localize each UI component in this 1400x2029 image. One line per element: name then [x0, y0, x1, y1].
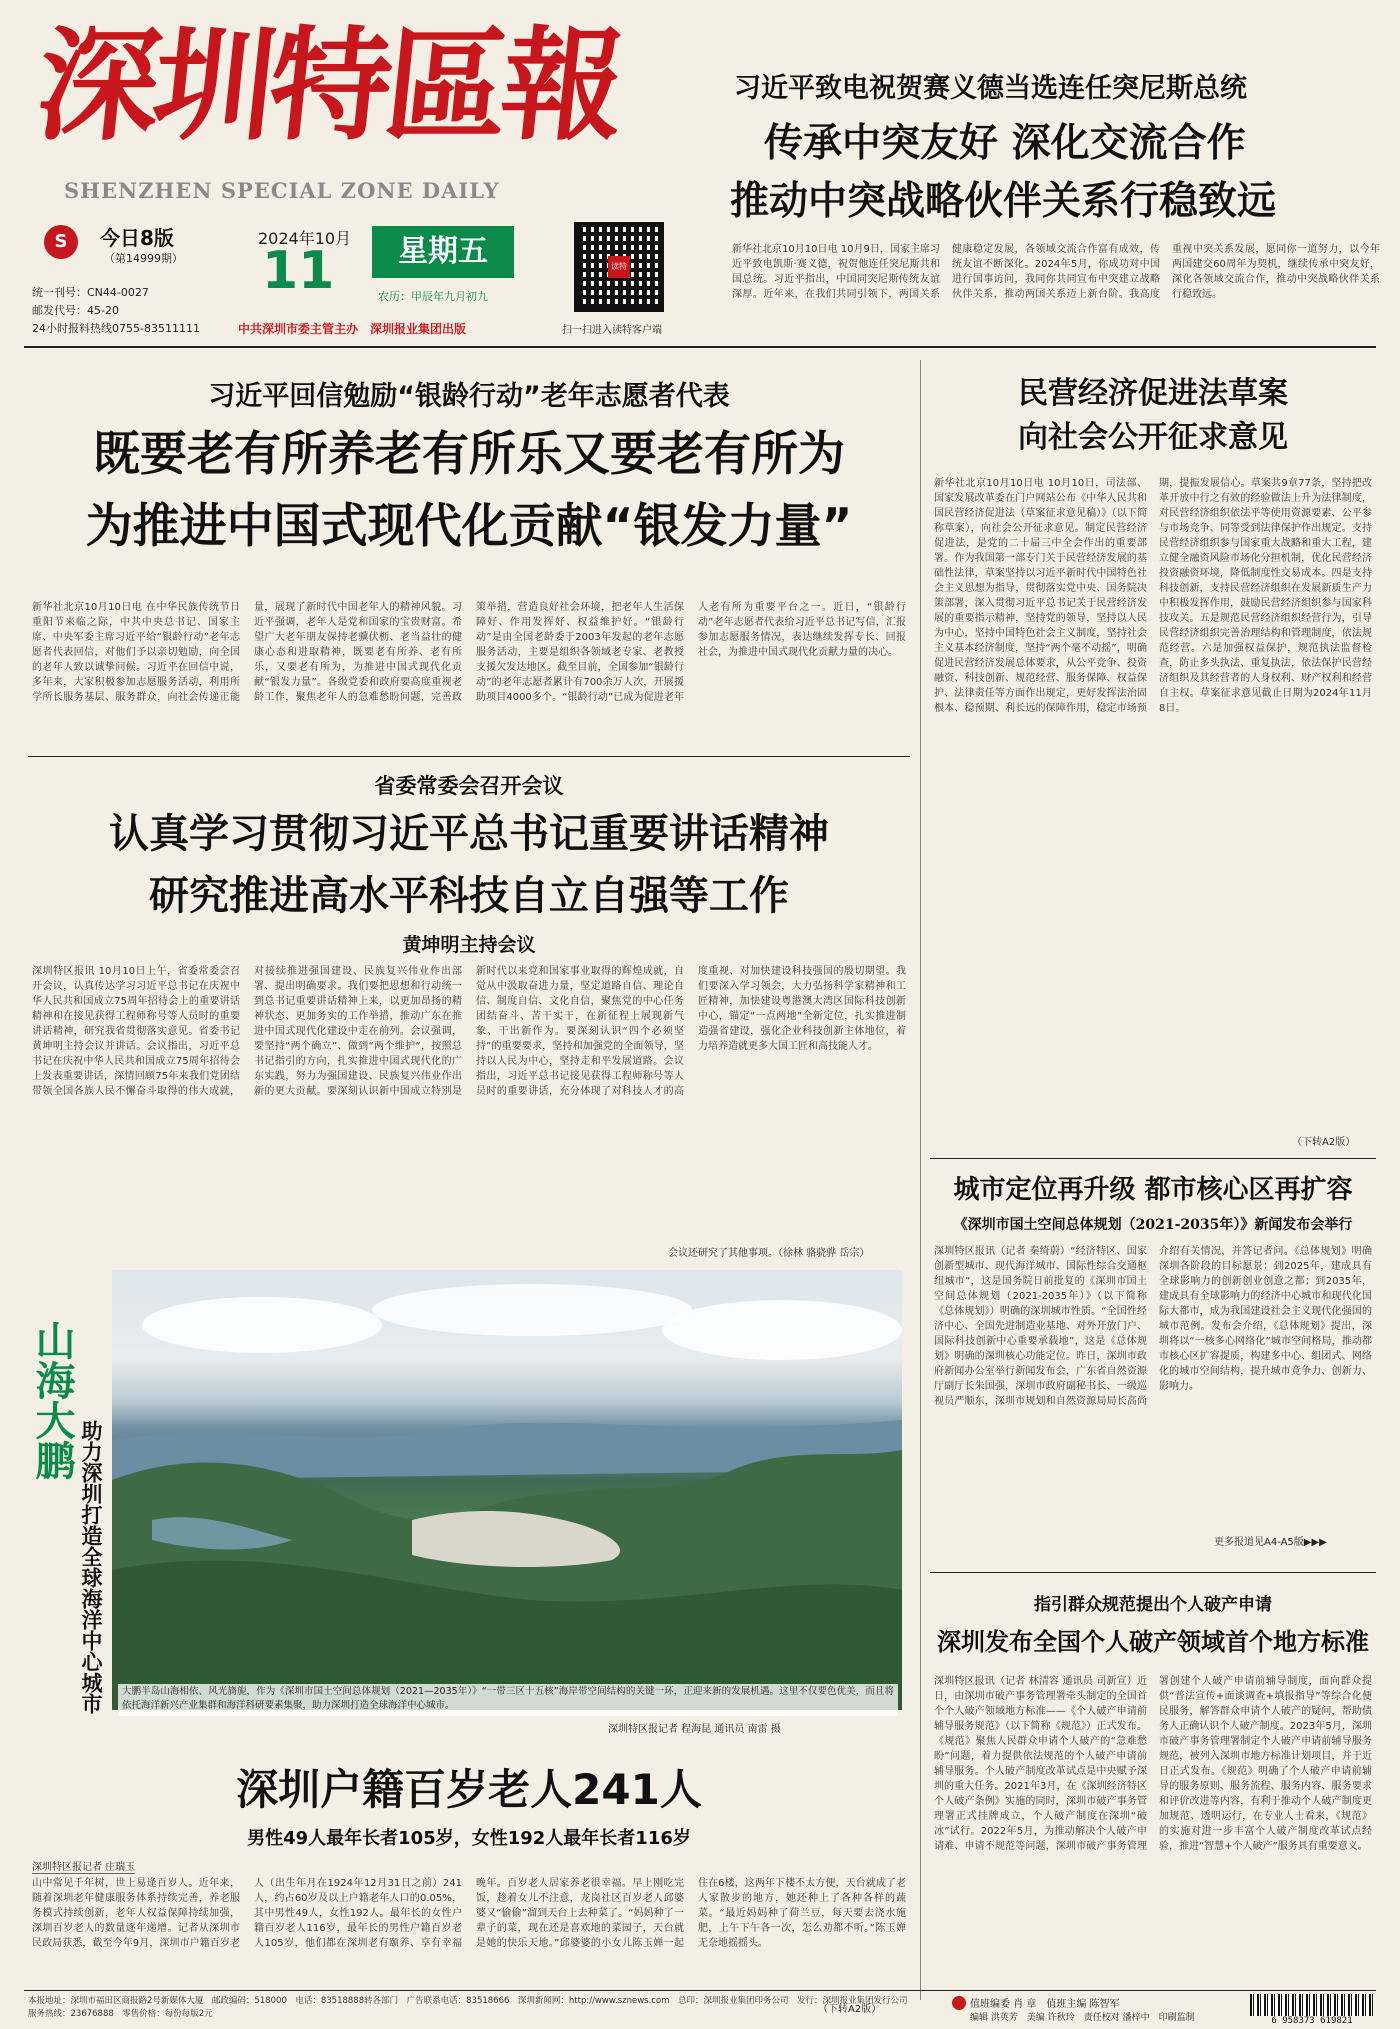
footer-address: 本报地址：深圳市福田区商报路2号新媒体大厦 邮政编码：518000 电话：83518888转各部门 广告联系电话：83518666 深圳新闻网：http://www.sznews.com 总印：深圳报业集团印务公司 发行：深圳报业集团发行公司服务热线：23676888 零售价格：每份每版2元 — [28, 1996, 908, 2019]
story1-kicker: 习近平回信勉励“银龄行动”老年志愿者代表 — [208, 381, 730, 412]
lead-top-body: 新华社北京10月10日电 10月9日，国家主席习近平致电凯斯·赛义德，祝贺他连任突尼斯共和国总统。习近平指出，中国同突尼斯传统友谊深厚。近年来，在我们共同引领下，两国关系健康稳定发展，各领域交流合作富有成效，传统友谊不断深化。2024年5月，你成功对中国进行国事访问，我同你共同宣布中突建立战略伙伴关系，推动两国关系迈上新台阶。我高度重视中突关系发展，愿同你一道努力，以今年两国建交60周年为契机，继续传承中突友好，深化各领域交流合作，推动中突战略伙伴关系行稳致远。 — [732, 244, 1380, 300]
story1-headline-2: 为推进中国式现代化贡献“银发力量” — [85, 499, 853, 554]
date-day: 11 — [262, 241, 335, 301]
story3-subtitle: 男性49人最年长者105岁，女性192人最年长者116岁 — [247, 1828, 691, 1849]
story2-kicker: 省委常委会召开会议 — [374, 774, 564, 798]
publication-code: 统一刊号：CN44-0027 — [32, 286, 149, 299]
story1-headline-1: 既要老有所养老有所乐又要老有所为 — [93, 427, 845, 482]
story3-body: 山中常见千年树，世上易逢百岁人。近年来，随着深圳老年健康服务体系持续完善，养老服务模式持续创新，老年人权益保障持续加强，深圳百岁老人的数量逐年递增。记者从深圳市民政局获悉，截至今年9月，深圳市户籍百岁老人（出生年月在1924年12月31日之前）241人，约占60岁及以上户籍老年人口的0.05%，其中男性49人，女性192人。最年长的女性户籍百岁老人116岁，最年长的男性户籍百岁老人105岁，他们都在深圳老有颐养、享有幸福晚年。百岁老人居家养老很幸福。早上刚吃完饭，趁着女儿不注意，龙岗社区百岁老人邱婆婆又“偷偷”溜到天台上去种菜了。“妈妈种了一辈子的菜，现在还是喜欢地的菜园子，天台就是她的快乐天地。”邱婆婆的小女儿陈玉婵一起住在6楼，这两年下楼不太方便，天台就成了老人家散步的地方，她还种上了各种各样的蔬菜。“最近妈妈种了荷兰豆，每天要去浇水施肥，上午下午各一次，怎么劝都不听。”陈玉婵无奈地摇摇头。 — [32, 1878, 906, 1949]
photo-subtitle-vertical — [76, 1420, 108, 1714]
weekday: 星期五 — [398, 234, 488, 269]
story2-body: 深圳特区报讯 10月10日上午，省委常委会召开会议，认真传达学习习近平总书记在庆祝中华人民共和国成立75周年招待会上的重要讲话精神和在接见获得工程师称号等人员时的重要讲话精神，研究我省贯彻落实意见。省委书记黄坤明主持会议并讲话。会议指出，习近平总书记在庆祝中华人民共和国成立75周年招待会上发表重要讲话，深情回顾75年来我们党团结带领全国各族人民不懈奋斗取得的伟大成就，对接续推进强国建设、民族复兴伟业作出部署、提出明确要求。我们要把思想和行动统一到总书记重要讲话精神上来，以更加昂扬的精神状态、更加务实的工作举措，推动广东在推进中国式现代化建设中走在前列。会议强调，要坚持“两个确立”、做到“两个维护”，按照总书记指引的方向，扎实推进中国式现代化的广东实践，努力为强国建设、民族复兴伟业作出新的更大贡献。要深刻认识新中国成立特别是新时代以来党和国家事业取得的辉煌成就，自觉从中汲取奋进力量，坚定道路自信、理论自信、制度自信、文化自信，聚焦党的中心任务团结奋斗、苦干实干，在新征程上展现新气象、干出新作为。要深刻认识“四个必须坚持”的重要要求，坚持和加强党的全面领导，坚持以人民为中心，坚持走和平发展道路。会议指出，习近平总书记接见获得工程师称号等人员时的重要讲话，充分体现了对科技人才的高度重视、对加快建设科技强国的殷切期望。我们要深入学习领会，大力弘扬科学家精神和工匠精神，加快建设粤港澳大湾区国际科技创新中心，锚定“一点两地”全新定位，扎实推进制造强省建设，强化企业科技创新主体地位，着力培养造就更多大国工匠和高技能人才。 — [32, 966, 906, 1097]
story2-byline: 会议还研究了其他事项。（徐林 骆骁骅 岳宗） — [668, 1248, 870, 1259]
photo-credit: 深圳特区报记者 程海昆 通讯员 南雷 摄 — [608, 1724, 781, 1735]
dapeng-aerial-photo — [112, 1270, 902, 1710]
footer-rule — [24, 1990, 1376, 1991]
photo-caption: 大鹏半岛山海相依、风光旖旎，作为《深圳市国土空间总体规划（2021—2035年）》“一带三区十五核”海岸带空间结构的关键一环，正迎来新的发展机遇。这里不仅要色优美，而且将依托海洋新兴产业集群和海洋科研要素集聚，助力深圳打造全球海洋中心城市。 — [118, 1684, 898, 1716]
lead-top-headline-1: 传承中突友好 深化交流合作 — [764, 121, 1246, 166]
right1-body: 新华社北京10月10日电 10月10日，司法部、国家发展改革委在门户网站公布《中华人民共和国民营经济促进法（草案征求意见稿）》（以下简称草案），向社会公开征求意见。制定民营经济促进法，是党的二十届三中全会作出的重要部署。作为我国第一部专门关于民营经济发展的基础性法律，草案坚持以习近平新时代中国特色社会主义思想为指导，贯彻落实党中央、国务院决策部署，深入贯彻习近平总书记关于民营经济发展的重要指示精神，坚持党的领导，坚持以人民为中心，坚持中国特色社会主义制度，坚持社会主义基本经济制度，坚持“两个毫不动摇”，明确促进民营经济发展总体要求，从公平竞争、投资融资、科技创新、规范经营、服务保障、权益保护、法律责任等方面作出规定，更好发挥法治固根本、稳预期、利长远的保障作用，稳定市场预期，提振发展信心。草案共9章77条，坚持把改革开放中行之有效的经验做法上升为法律制度，对民营经济组织依法平等使用资源要素、公平参与市场竞争、同等受到法律保护作出规定。支持民营经济组织参与国家重大战略和重大工程，建立健全融资风险市场化分担机制，优化民营经济投资融资环境，降低制度性交易成本。四是支持科技创新，支持民营经济组织在发展新质生产力中积极发挥作用，鼓励民营经济组织参与国家科技攻关。五是规范民营经济组织经营行为，引导民营经济组织完善治理结构和管理制度，依法规范经营。六是加强权益保护，规范执法监督检查，防止多头执法、重复执法，依法保护民营经济组织及其经营者的人身权利、财产权利和经营自主权。草案征求意见截止日期为2024年11月8日。 — [934, 478, 1372, 714]
story2-headline-2: 研究推进高水平科技自立自强等工作 — [149, 873, 789, 919]
right3-kicker: 指引群众规范提出个人破产申请 — [1034, 1595, 1272, 1615]
story-centenarians — [28, 1760, 910, 2015]
today-pages: 今日8版 — [100, 226, 174, 250]
right1-headline-1: 民营经济促进法草案 — [1018, 376, 1288, 411]
lunar-date: 农历：甲辰年九月初九 — [378, 290, 488, 303]
footer-editors-icon — [952, 1996, 966, 2010]
story-silver-action — [28, 360, 910, 735]
issue-number: （第14999期） — [104, 252, 183, 265]
right2-body: 深圳特区报讯（记者 秦绮蔚）“经济特区、国家创新型城市、现代海洋城市、国际性综合交通枢纽城市”，这是国务院日前批复的《深圳市国土空间总体规划（2021-2035年）》（以下简称《总体规划》）明确的深圳城市性质。“全国性经济中心、全国先进制造业基地、对外开放门户、国际科技创新中心重要承载地”，这是《总体规划》明确的深圳核心功能定位。昨日，深圳市政府新闻办公室举行新闻发布会，广东省自然资源厅副厅长朱国强，深圳市政府副秘书长、一级巡视员严顺东，深圳市规划和自然资源局局长高尚介绍有关情况，并答记者问。《总体规划》明确深圳各阶段的目标愿景：到2025年，建成具有全球影响力的创新创业创意之都；到2035年，建成具有全球影响力的经济中心城市和现代化国际大都市，成为我国建设社会主义现代化强国的城市范例。发布会介绍，《总体规划》提出，深圳将以“一核多心网络化”城市空间格局，推动都市核心区扩容提质，构建多中心、组团式、网络化的城市空间结构，提升城市竞争力、创新力、影响力。 — [934, 1246, 1372, 1407]
qr-caption: 扫一扫进入读特客户端 — [562, 325, 662, 336]
photo-subtitle: 助力深圳打造全球海洋中心城市 — [79, 1420, 103, 1714]
story3-byline: 深圳特区报记者 庄瑞玉 — [32, 1858, 135, 1874]
footer-editors-2: 编辑 洪英芳 美编 许秋玲 责任校对 潘梓中 印刷监制 — [970, 2013, 1195, 2023]
story1-rule — [28, 756, 910, 757]
photo-block — [28, 1270, 910, 1755]
masthead-rule — [24, 346, 1376, 348]
masthead-title: 深圳特區報 — [30, 13, 626, 157]
story2-subtitle: 黄坤明主持会议 — [402, 934, 536, 956]
date-year-month: 2024年10月 — [258, 229, 352, 248]
publisher-line: 中共深圳市委主管主办 深圳报业集团出版 — [238, 322, 467, 336]
masthead-title-en: SHENZHEN SPECIAL ZONE DAILY — [64, 178, 500, 203]
postal-code: 邮发代号：45-20 — [32, 304, 119, 317]
qr-code-icon[interactable] — [574, 222, 664, 312]
photo-title: 山海大鹏 — [29, 1320, 76, 1480]
story-personal-bankruptcy — [930, 1578, 1376, 1988]
right3-body: 深圳特区报讯（记者 林清容 通讯员 司新宣）近日，由深圳市破产事务管理署牵头制定的全国首个个人破产领域地方标准——《个人破产申请前辅导服务规范》（以下简称《规范》）正式发布。《规范》聚焦人民群众申请个人破产的“急难愁盼”问题，着力提供依法规范的个人破产申请前辅导服务。个人破产制度改革试点是中央赋予深圳的重大任务。2021年3月，在《深圳经济特区个人破产条例》实施的同时，深圳市破产事务管理署正式挂牌成立，个人破产制度在深圳“破冰”试行。2022年5月，为推动解决个人破产申请难、申请不规范等问题，深圳市破产事务管理署创建个人破产申请前辅导制度，面向群众提供“普法宣传+面谈调查+填报指导”等综合化便民服务，解答群众申请个人破产的疑问，帮助债务人正确认识个人破产制度。2023年5月，深圳市破产事务管理署制定个人破产申请前辅导服务规范，被列入深圳市地方标准计划项目，并于近日正式发布。《规范》明确了个人破产申请前辅导的服务原则、服务流程、服务内容、服务要求和评价改进等内容，有利于推动个人破产制度更加规范、透明运行，在专业人士看来，《规范》的实施对进一步丰富个人破产制度改革试点经验，推进“智慧+个人破产”服务具有重要意义。 — [934, 1676, 1372, 1852]
right2-headline-1: 城市定位再升级 都市核心区再扩容 — [953, 1175, 1353, 1205]
lead-top-kicker: 习近平致电祝贺赛义德当选连任突尼斯总统 — [734, 73, 1247, 104]
barcode-icon — [1250, 1994, 1374, 2016]
edition-logo-icon: S — [44, 225, 78, 259]
masthead — [0, 0, 1400, 345]
photo-title-vertical — [28, 1320, 76, 1480]
lead-top-headline-2: 推动中突战略伙伴关系行稳致远 — [730, 179, 1277, 224]
story-provincial-meeting — [28, 760, 910, 1265]
right-column-divider — [920, 360, 921, 2000]
right2-headline-2: 《深圳市国土空间总体规划（2021-2035年）》新闻发布会举行 — [953, 1217, 1353, 1233]
right2-more: 更多报道见A4-A5版▶▶▶ — [1214, 1537, 1327, 1548]
story-private-economy-law — [930, 360, 1376, 1155]
photo-illustration — [112, 1270, 902, 1710]
barcode-number: 6 958373 619821 — [1271, 2016, 1353, 2026]
story3-more: （下转A2版） — [818, 2004, 882, 2015]
news-hotline: 24小时报料热线0755-83511111 — [32, 322, 200, 335]
qr-label: 读特 — [608, 256, 630, 278]
right1-headline-2: 向社会公开征求意见 — [1018, 420, 1288, 455]
story2-headline-1: 认真学习贯彻习近平总书记重要讲话精神 — [109, 811, 829, 857]
footer-editors: 值班编委 肖 章 值班主编 陈智军 — [970, 1999, 1120, 2010]
story1-body: 新华社北京10月10日电 在中华民族传统节日重阳节来临之际，中共中央总书记、国家主席、中央军委主席习近平给“银龄行动”老年志愿者代表回信，对他们予以亲切勉励，向全国的老年人致以诚挚问候。习近平在回信中说，多年来，大家积极参加志愿服务活动，利用所学所长服务基层、服务群众，向社会传递正能量，展现了新时代中国老年人的精神风貌。习近平强调，老年人是党和国家的宝贵财富。希望广大老年朋友保持老骥伏枥、老当益壮的健康心态和进取精神，既要老有所养、老有所乐，又要老有所为，为推进中国式现代化贡献“银发力量”。各级党委和政府要高度重视老龄工作，聚焦老年人的急难愁盼问题，完善政策举措，营造良好社会环境，把老年人生活保障好、作用发挥好、权益维护好。“银龄行动”是由全国老龄委于2003年发起的老年志愿服务活动，主要是组织各领域老专家、老教授支援欠发达地区。截至目前，全国参加“银龄行动”的老年志愿者累计有700余万人次，开展援助项目4000多个。“银龄行动”已成为促进老年人老有所为重要平台之一。近日，“银龄行动”老年志愿者代表给习近平总书记写信，汇报参加志愿服务情况，表达继续发挥专长、回报社会，为推进中国式现代化贡献力量的决心。 — [32, 602, 906, 703]
right1-more: （下转A2版） — [1292, 1137, 1356, 1148]
right1-rule — [930, 1158, 1376, 1159]
story-city-planning — [930, 1164, 1376, 1554]
right3-headline: 深圳发布全国个人破产领域首个地方标准 — [937, 1628, 1369, 1656]
right2-rule — [930, 1572, 1376, 1573]
story3-headline: 深圳户籍百岁老人241人 — [236, 1765, 702, 1814]
